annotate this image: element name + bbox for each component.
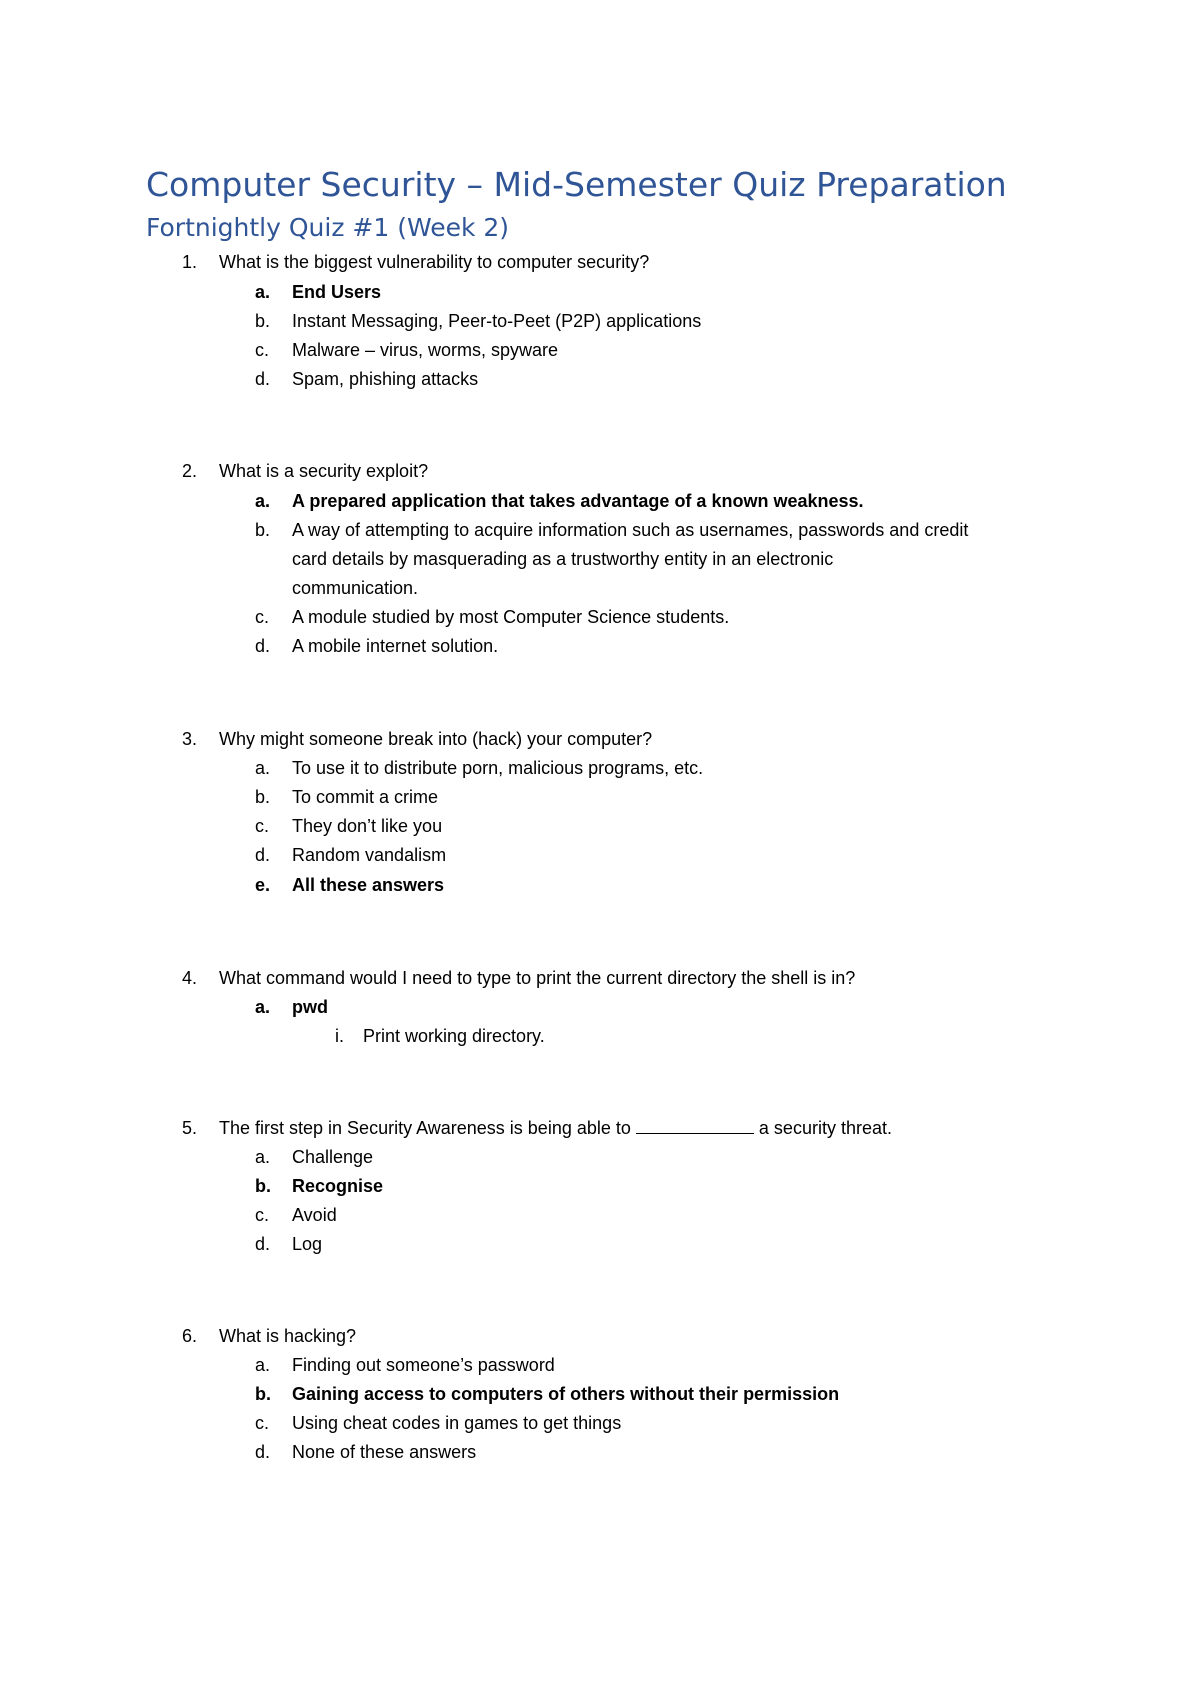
answer-text: Random vandalism bbox=[292, 845, 447, 865]
fill-in-blank bbox=[636, 1115, 754, 1134]
answer-text: A way of attempting to acquire information such as usernames, passwords and credit bbox=[292, 520, 969, 540]
answer-text: None of these answers bbox=[292, 1442, 477, 1462]
answer-letter: c. bbox=[255, 1413, 270, 1433]
answer-letter: b. bbox=[255, 311, 271, 331]
subitem-letter: i. bbox=[335, 1026, 344, 1046]
answer-text: Malware – virus, worms, spyware bbox=[292, 340, 559, 360]
question-number: 5. bbox=[182, 1118, 198, 1138]
answer-letter: b. bbox=[255, 1176, 271, 1196]
question-number: 3. bbox=[182, 729, 198, 749]
answer-letter: c. bbox=[255, 340, 270, 360]
question-number: 2. bbox=[182, 461, 198, 481]
question-text: What command would I need to type to print the current directory the shell is in? bbox=[219, 968, 856, 988]
answer-text-correct: Gaining access to computers of others without their permission bbox=[292, 1384, 840, 1404]
answer-letter: b. bbox=[255, 520, 271, 540]
answer-text: A mobile internet solution. bbox=[292, 636, 499, 656]
answer-letter: b. bbox=[255, 1384, 271, 1404]
answer-text: A module studied by most Computer Science students. bbox=[292, 607, 730, 627]
answer-text-correct: End Users bbox=[292, 282, 382, 302]
answer-text: Finding out someone’s password bbox=[292, 1355, 555, 1375]
answer-letter: a. bbox=[255, 491, 271, 511]
answer-letter: d. bbox=[255, 1234, 271, 1254]
document-subtitle: Fortnightly Quiz #1 (Week 2) bbox=[146, 213, 510, 242]
question-text: Why might someone break into (hack) your computer? bbox=[219, 729, 653, 749]
answer-text: Log bbox=[292, 1234, 323, 1254]
answer-letter: a. bbox=[255, 997, 271, 1017]
answer-letter: d. bbox=[255, 369, 271, 389]
question-text-before: The first step in Security Awareness is being able to bbox=[219, 1118, 631, 1138]
answer-text: To use it to distribute porn, malicious programs, etc. bbox=[292, 758, 704, 778]
answer-letter: a. bbox=[255, 1355, 271, 1375]
answer-text: To commit a crime bbox=[292, 787, 439, 807]
answer-text: They don’t like you bbox=[292, 816, 443, 836]
answer-letter: e. bbox=[255, 875, 271, 895]
answer-letter: d. bbox=[255, 1442, 271, 1462]
answer-text: card details by masquerading as a trustworthy entity in an electronic bbox=[292, 549, 834, 569]
answer-text: Spam, phishing attacks bbox=[292, 369, 479, 389]
answer-letter: a. bbox=[255, 1147, 271, 1167]
answer-text-correct: A prepared application that takes advantage of a known weakness. bbox=[292, 491, 864, 511]
document-title: Computer Security – Mid-Semester Quiz Preparation bbox=[146, 165, 1007, 204]
answer-letter: c. bbox=[255, 816, 270, 836]
question-number: 6. bbox=[182, 1326, 198, 1346]
answer-text: communication. bbox=[292, 578, 419, 598]
answer-letter: d. bbox=[255, 845, 271, 865]
answer-text: Instant Messaging, Peer-to-Peet (P2P) applications bbox=[292, 311, 702, 331]
answer-text: Using cheat codes in games to get things bbox=[292, 1413, 622, 1433]
answer-text-correct: All these answers bbox=[292, 875, 445, 895]
answer-letter: a. bbox=[255, 282, 271, 302]
question-text-after: a security threat. bbox=[758, 1118, 892, 1138]
answer-letter: c. bbox=[255, 1205, 270, 1225]
answer-text-correct: pwd bbox=[292, 997, 328, 1017]
question-text: What is hacking? bbox=[219, 1326, 357, 1346]
question-number: 1. bbox=[182, 252, 198, 272]
subitem-text: Print working directory. bbox=[363, 1026, 545, 1046]
answer-text: Avoid bbox=[292, 1205, 337, 1225]
question-text: What is a security exploit? bbox=[219, 461, 429, 481]
question-text: What is the biggest vulnerability to computer security? bbox=[219, 252, 650, 272]
answer-letter: a. bbox=[255, 758, 271, 778]
answer-letter: d. bbox=[255, 636, 271, 656]
answer-text: Challenge bbox=[292, 1147, 374, 1167]
question-text bbox=[219, 1114, 892, 1143]
answer-letter: b. bbox=[255, 787, 271, 807]
question-number: 4. bbox=[182, 968, 198, 988]
answer-letter: c. bbox=[255, 607, 270, 627]
answer-text-correct: Recognise bbox=[292, 1176, 384, 1196]
